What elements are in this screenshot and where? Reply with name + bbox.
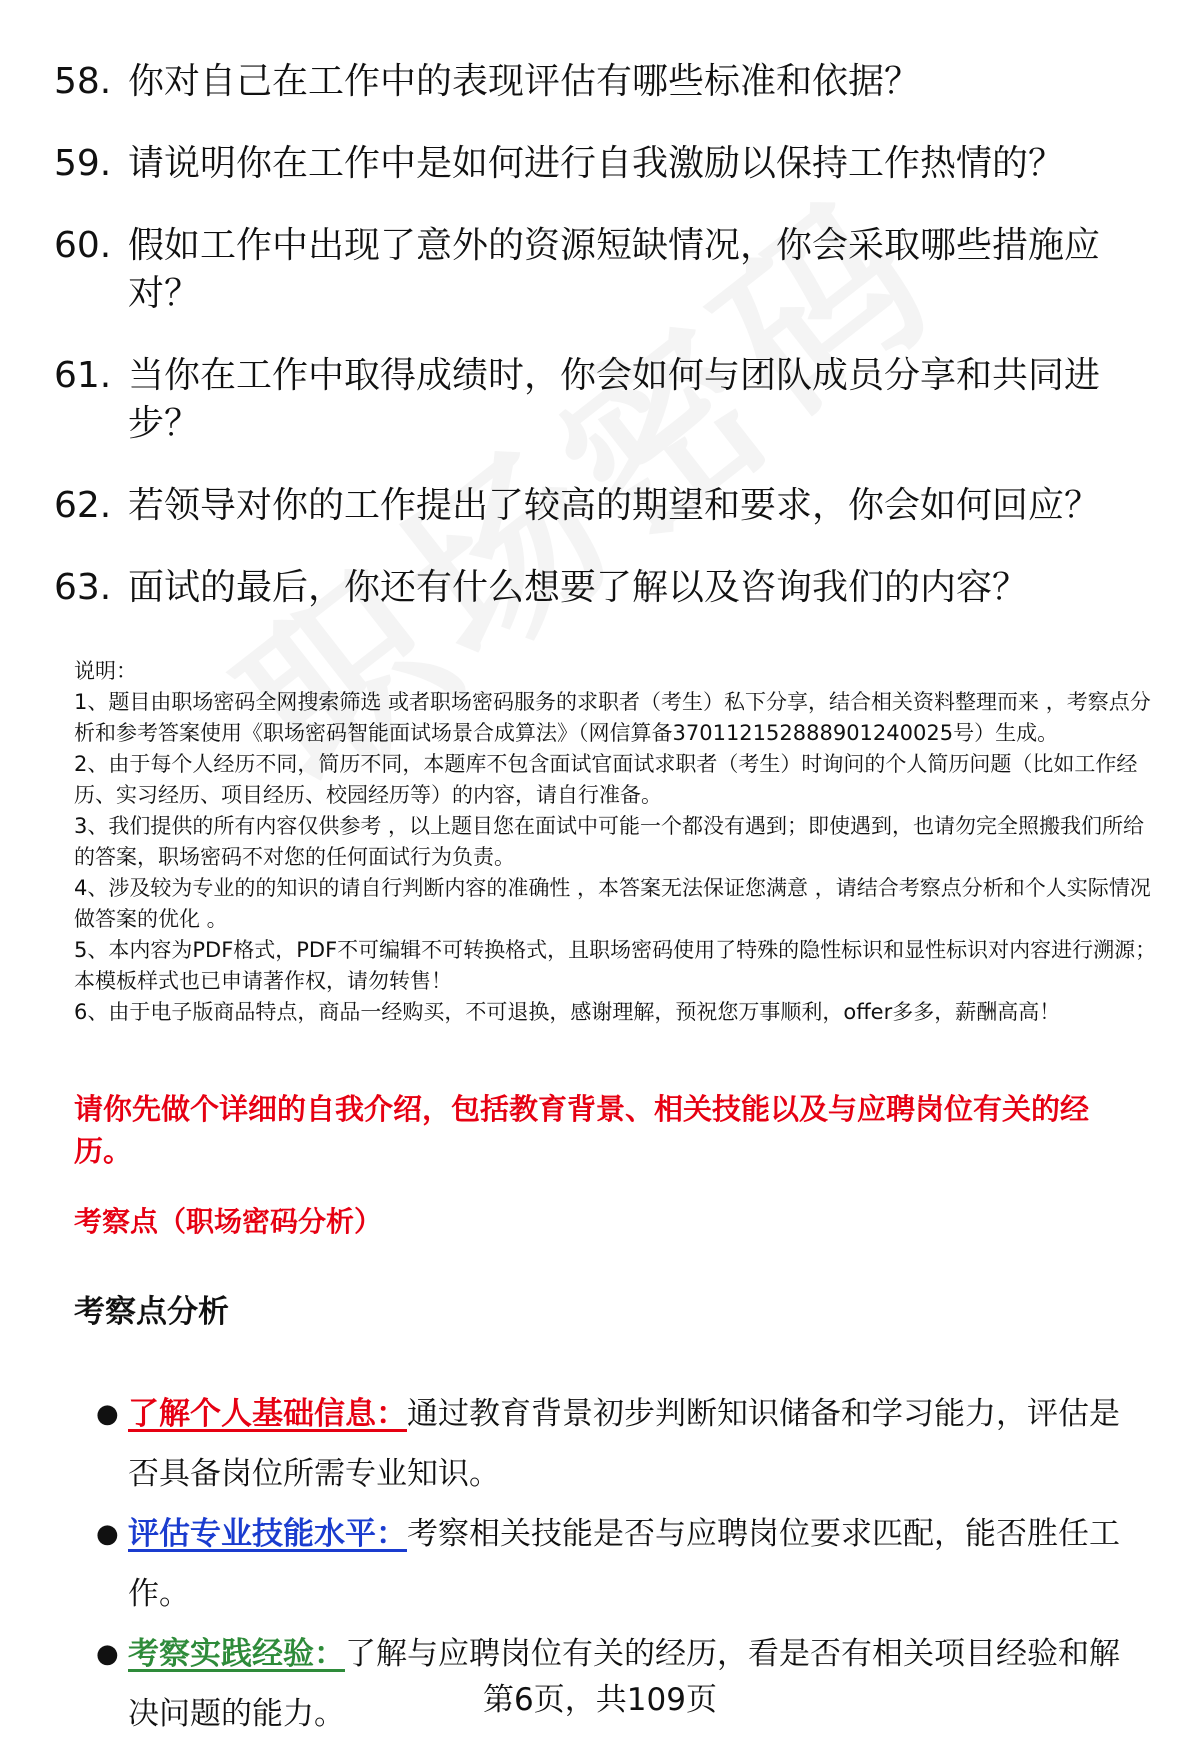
question-item (54, 564, 1154, 612)
note-item: 4、涉及较为专业的的知识的请自行判断内容的准确性 ，本答案无法保证您满意 ，请结合考察点分析和个人实际情况做答案的优化 。 (74, 876, 1151, 931)
notes-heading: 说明： (74, 659, 137, 683)
notes-block (74, 656, 1160, 1028)
bullet-dot-icon: ● (96, 1519, 119, 1549)
question-item (54, 482, 1154, 530)
question-list (54, 58, 1154, 646)
question-text: 面试的最后，你还有什么想要了解以及咨询我们的内容？ (128, 567, 1029, 608)
interview-question-heading: 请你先做个详细的自我介绍，包括教育背景、相关技能以及与应聘岗位有关的经历。 (74, 1092, 1090, 1168)
note-item: 2、由于每个人经历不同，简历不同，本题库不包含面试官面试求职者（考生）时询问的个人简历问题（比如工作经历、实习经历、项目经历、校园经历等）的内容，请自行准备。 (74, 752, 1138, 807)
question-item (54, 352, 1154, 448)
analysis-heading: 考察点分析 (74, 1294, 229, 1330)
bullet-dot-icon: ● (96, 1399, 119, 1429)
question-number: 58. (54, 61, 112, 102)
question-item (54, 58, 1154, 106)
analysis-bullet (96, 1504, 1156, 1624)
note-item: 1、题目由职场密码全网搜索筛选 或者职场密码服务的求职者（考生）私下分享，结合相关资料整理而来 ，考察点分析和参考答案使用《职场密码智能面试场景合成算法》（网信算备370112152888901240025号）生成。 (74, 690, 1151, 745)
question-text: 若领导对你的工作提出了较高的期望和要求，你会如何回应？ (128, 485, 1101, 526)
bullet-text: 通过教育背景初步判断知识储备和学习能力，评估是否具备岗位所需专业知识。 (128, 1396, 1120, 1492)
question-text: 假如工作中出现了意外的资源短缺情况，你会采取哪些措施应对？ (128, 225, 1101, 314)
note-item: 3、我们提供的所有内容仅供参考 ，以上题目您在面试中可能一个都没有遇到；即使遇到，也请勿完全照搬我们所给的答案，职场密码不对您的任何面试行为负责。 (74, 814, 1145, 869)
question-number: 61. (54, 355, 112, 396)
bullet-text: 了解与应聘岗位有关的经历，看是否有相关项目经验和解决问题的能力。 (128, 1636, 1120, 1732)
note-item: 6、由于电子版商品特点，商品一经购买，不可退换，感谢理解，预祝您万事顺利，offer多多，薪酬高高！ (74, 1000, 1061, 1024)
question-item (54, 140, 1154, 188)
analysis-subheading: 考察点（职场密码分析） (74, 1205, 383, 1238)
page-footer: 第6页，共109页 (483, 1682, 717, 1718)
question-number: 60. (54, 225, 112, 266)
bullet-keyword: 考察实践经验： (128, 1636, 345, 1672)
bullet-keyword: 评估专业技能水平： (128, 1516, 407, 1552)
analysis-bullet (96, 1384, 1156, 1504)
bullet-text: 考察相关技能是否与应聘岗位要求匹配，能否胜任工作。 (128, 1516, 1120, 1612)
question-item (54, 222, 1154, 318)
question-text: 请说明你在工作中是如何进行自我激励以保持工作热情的？ (128, 143, 1065, 184)
question-text: 当你在工作中取得成绩时，你会如何与团队成员分享和共同进步？ (128, 355, 1101, 444)
bullet-keyword: 了解个人基础信息： (128, 1396, 407, 1432)
note-item: 5、本内容为PDF格式，PDF不可编辑不可转换格式，且职场密码使用了特殊的隐性标识和显性标识对内容进行溯源；本模板样式也已申请著作权，请勿转售！ (74, 938, 1157, 993)
question-text: 你对自己在工作中的表现评估有哪些标准和依据？ (128, 61, 921, 102)
question-number: 59. (54, 143, 112, 184)
bullet-dot-icon: ● (96, 1639, 119, 1669)
question-number: 62. (54, 485, 112, 526)
question-number: 63. (54, 567, 112, 608)
